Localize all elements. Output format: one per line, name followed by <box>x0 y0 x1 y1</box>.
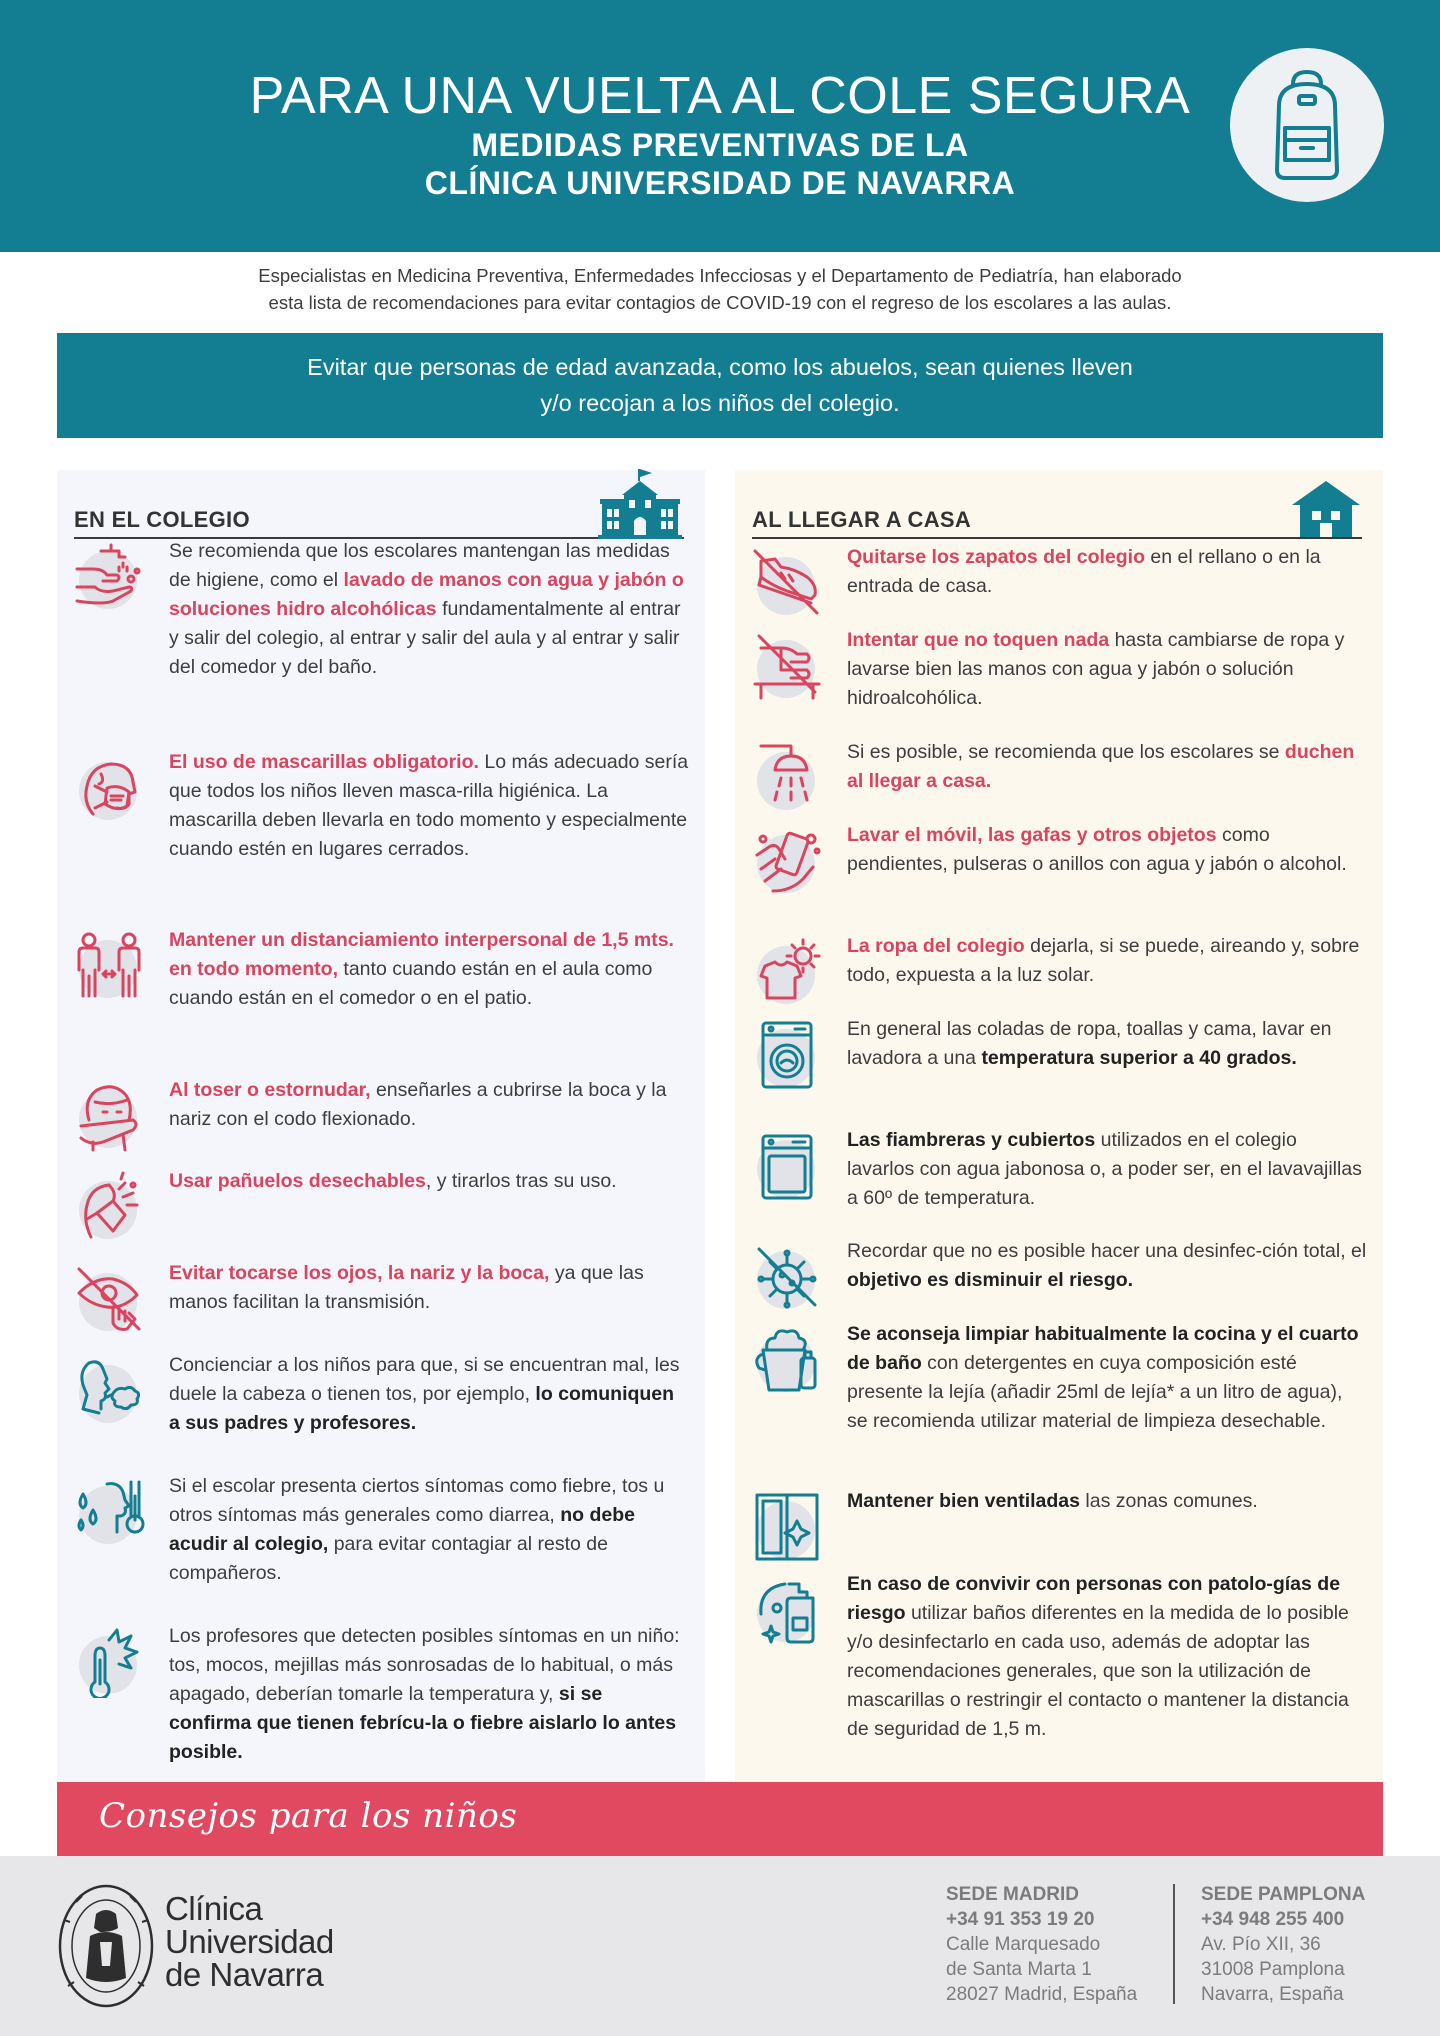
body-text: utilizados en el colegio lavarlos con agua jabonosa o, a poder ser, en el lavavajillas a 60º de temperatura. <box>847 1129 1362 1209</box>
body-text: dejarla, si se puede, aireando y, sobre todo, expuesta a la luz solar. <box>847 935 1360 986</box>
sede-pamplona-phone[interactable]: +34 948 255 400 <box>1201 1909 1345 1930</box>
cough-elbow-icon <box>73 1080 145 1152</box>
casa-text-2 <box>847 626 1367 713</box>
casa-text-5 <box>847 932 1367 990</box>
thermometer-icon <box>73 1626 145 1698</box>
casa-text-3 <box>847 738 1367 796</box>
body-text: Concienciar a los niños para que, si se encuentran mal, les duele la cabeza o tienen tos, por ejemplo, <box>169 1354 680 1405</box>
sick-child-icon <box>73 1355 145 1427</box>
body-text: En general las coladas de ropa, toallas y cama, lavar en lavadora a una <box>847 1018 1332 1069</box>
colegio-text-1 <box>169 537 689 682</box>
colegio-text-7 <box>169 1351 689 1438</box>
colegio-text-2 <box>169 748 689 864</box>
no-touch-face-icon <box>73 1263 145 1335</box>
sede-madrid-title: SEDE MADRID <box>946 1884 1080 1905</box>
casa-header <box>752 486 1362 539</box>
no-virus-icon <box>751 1241 823 1313</box>
colegio-text-5 <box>169 1167 689 1196</box>
window-icon <box>751 1491 823 1563</box>
sun-clothes-icon <box>751 936 823 1008</box>
highlight-text: Al toser o estornudar, <box>169 1079 371 1101</box>
cleaning-bucket-icon <box>751 1324 823 1396</box>
highlight-text: Lavar el móvil, las gafas y otros objetos <box>847 824 1217 846</box>
colegio-title: EN EL COLEGIO <box>74 507 250 532</box>
sede-pamplona <box>1201 1882 1365 2007</box>
intro-line-1: Especialistas en Medicina Preventiva, Enfermedades Infecciosas y el Departamento de Pediatría, han elaborado <box>258 265 1182 286</box>
brand-name <box>165 1892 334 1991</box>
mask-icon <box>73 752 145 824</box>
banner-line-1: Evitar que personas de edad avanzada, como los abuelos, sean quienes lleven <box>307 354 1133 380</box>
subtitle-line-1: MEDIDAS PREVENTIVAS DE LA <box>471 127 969 163</box>
page-subtitle <box>0 126 1440 202</box>
casa-text-10 <box>847 1487 1367 1516</box>
bold-text: lo comuniquen a sus padres y profesores. <box>169 1383 675 1434</box>
footer <box>0 1856 1440 2036</box>
casa-column <box>735 470 1383 1782</box>
sede-madrid-phone[interactable]: +34 91 353 19 20 <box>946 1909 1095 1930</box>
header <box>0 0 1440 252</box>
bold-text: Mantener bien ventiladas <box>847 1490 1080 1512</box>
backpack-icon <box>1257 66 1357 184</box>
body-text: ya que las manos facilitan la transmisión. <box>169 1262 644 1313</box>
casa-text-9 <box>847 1320 1367 1436</box>
bold-text: temperatura superior a 40 grados. <box>981 1047 1297 1069</box>
highlight-text: Quitarse los zapatos del colegio <box>847 546 1145 568</box>
body-text: en el rellano o en la entrada de casa. <box>847 546 1321 597</box>
body-text: como pendientes, pulseras o anillos con agua y jabón o alcohol. <box>847 824 1347 875</box>
sede-pamplona-addr-1: Av. Pío XII, 36 <box>1201 1934 1321 1955</box>
bold-text: no debe acudir al colegio, <box>169 1504 636 1555</box>
casa-text-7 <box>847 1126 1367 1213</box>
casa-text-8 <box>847 1237 1367 1295</box>
shower-icon <box>751 742 823 814</box>
disinfect-icon <box>751 1574 823 1646</box>
subtitle-line-2: CLÍNICA UNIVERSIDAD DE NAVARRA <box>424 165 1016 201</box>
highlight-text: Mantener un distanciamiento interpersonal de 1,5 mts. en todo momento, <box>169 929 674 980</box>
intro-text <box>0 262 1440 316</box>
sede-madrid-addr-3: 28027 Madrid, España <box>946 1984 1138 2005</box>
body-text: fundamentalmente al entrar y salir del colegio, al entrar y salir del aula y al entrar y salir del comedor y del baño. <box>169 598 681 678</box>
body-text: Los profesores que detecten posibles síntomas en un niño: tos, mocos, mejillas más sonrosadas de lo habitual, o más apagado, deberían tomarle la temperatura y, <box>169 1625 680 1705</box>
body-text: hasta cambiarse de ropa y lavarse bien las manos con agua y jabón o solución hidroalcohólica. <box>847 629 1345 709</box>
dishwasher-icon <box>751 1130 823 1202</box>
colegio-text-3 <box>169 926 689 1013</box>
colegio-column <box>57 470 705 1782</box>
bold-text: objetivo es disminuir el riesgo. <box>847 1269 1134 1291</box>
bold-text: si se confirma que tienen febrícu-la o fiebre aislarlo lo antes posible. <box>169 1683 677 1763</box>
no-shoes-icon <box>751 547 823 619</box>
body-text: con detergentes en cuya composición esté presente la lejía (añadir 25ml de lejía* a un litro de agua), se recomienda utilizar material de limpieza desechable. <box>847 1352 1343 1432</box>
university-seal-icon <box>56 1882 156 2010</box>
distance-icon <box>73 930 145 1002</box>
brand-line-3: de Navarra <box>165 1956 324 1993</box>
casa-title: AL LLEGAR A CASA <box>752 507 972 532</box>
highlight-text: Usar pañuelos desechables <box>169 1170 426 1192</box>
colegio-text-8 <box>169 1472 689 1588</box>
fever-icon <box>73 1476 145 1548</box>
wash-phone-icon <box>751 825 823 897</box>
no-touch-icon <box>751 630 823 702</box>
casa-text-11 <box>847 1570 1367 1744</box>
elderly-warning-banner <box>57 333 1383 438</box>
sede-pamplona-addr-3: Navarra, España <box>1201 1984 1344 2005</box>
handwash-icon <box>73 541 145 613</box>
highlight-text: duchen al llegar a casa. <box>847 741 1355 792</box>
highlight-text: La ropa del colegio <box>847 935 1025 957</box>
body-text: Lo más adecuado sería que todos los niños lleven masca-rilla higiénica. La mascarilla deben llevarla en todo momento y especialmente cuando estén en lugares cerrados. <box>169 751 689 860</box>
highlight-text: El uso de mascarillas obligatorio. <box>169 751 479 773</box>
bold-text: En caso de convivir con personas con patolo-gías de riesgo <box>847 1573 1341 1624</box>
body-text: las zonas comunes. <box>1079 1490 1258 1512</box>
body-text: para evitar contagiar al resto de compañeros. <box>169 1533 608 1584</box>
sede-madrid-addr-1: Calle Marquesado <box>946 1934 1101 1955</box>
backpack-badge <box>1230 48 1384 202</box>
footer-divider <box>1173 1884 1175 2004</box>
casa-text-6 <box>847 1015 1367 1073</box>
sede-madrid-addr-2: de Santa Marta 1 <box>946 1959 1092 1980</box>
highlight-text: lavado de manos con agua y jabón o soluciones hidro alcohólicas <box>169 569 684 620</box>
colegio-text-9 <box>169 1622 689 1767</box>
sede-madrid <box>946 1882 1137 2007</box>
casa-text-4 <box>847 821 1367 879</box>
highlight-text: Evitar tocarse los ojos, la nariz y la boca, <box>169 1262 550 1284</box>
body-text: utilizar baños diferentes en la medida de lo posible y/o desinfectarlo en cada uso, además de adoptar las recomendaciones generales, que son la utilización de mascarillas o restringir el contacto o mantener la distancia de seguridad de 1,5 m. <box>847 1602 1349 1740</box>
banner-line-2: y/o recojan a los niños del colegio. <box>540 390 900 416</box>
body-text: tanto cuando están en el aula como cuando están en el comedor o en el patio. <box>169 958 653 1009</box>
brand-line-1: Clínica <box>165 1890 263 1927</box>
bold-text: Las fiambreras y cubiertos <box>847 1129 1096 1151</box>
body-text: , y tirarlos tras su uso. <box>425 1170 617 1192</box>
consejos-banner <box>57 1782 1383 1856</box>
body-text: enseñarles a cubrirse la boca y la nariz con el codo flexionado. <box>169 1079 667 1130</box>
body-text: Recordar que no es posible hacer una desinfec-ción total, el <box>847 1240 1367 1262</box>
casa-text-1 <box>847 543 1367 601</box>
tissue-icon <box>73 1171 145 1243</box>
body-text: Si es posible, se recomienda que los escolares se <box>847 741 1285 763</box>
body-text: Si el escolar presenta ciertos síntomas como fiebre, tos u otros síntomas más generales como diarrea, <box>169 1475 665 1526</box>
colegio-text-6 <box>169 1259 689 1317</box>
body-text: Se recomienda que los escolares mantengan las medidas de higiene, como el <box>169 540 670 591</box>
highlight-text: Intentar que no toquen nada <box>847 629 1110 651</box>
washing-machine-icon <box>751 1019 823 1091</box>
colegio-header <box>74 486 684 539</box>
bold-text: Se aconseja limpiar habitualmente la cocina y el cuarto de baño <box>847 1323 1359 1374</box>
intro-line-2: esta lista de recomendaciones para evitar contagios de COVID-19 con el regreso de los escolares a las aulas. <box>268 292 1172 313</box>
house-icon <box>1292 481 1360 539</box>
sede-pamplona-title: SEDE PAMPLONA <box>1201 1884 1366 1905</box>
brand-line-2: Universidad <box>165 1923 334 1960</box>
school-icon <box>598 469 682 539</box>
page-title: PARA UNA VUELTA AL COLE SEGURA <box>249 67 1191 125</box>
sede-pamplona-addr-2: 31008 Pamplona <box>1201 1959 1345 1980</box>
colegio-text-4 <box>169 1076 689 1134</box>
consejos-title: Consejos para los niños <box>99 1796 518 1836</box>
